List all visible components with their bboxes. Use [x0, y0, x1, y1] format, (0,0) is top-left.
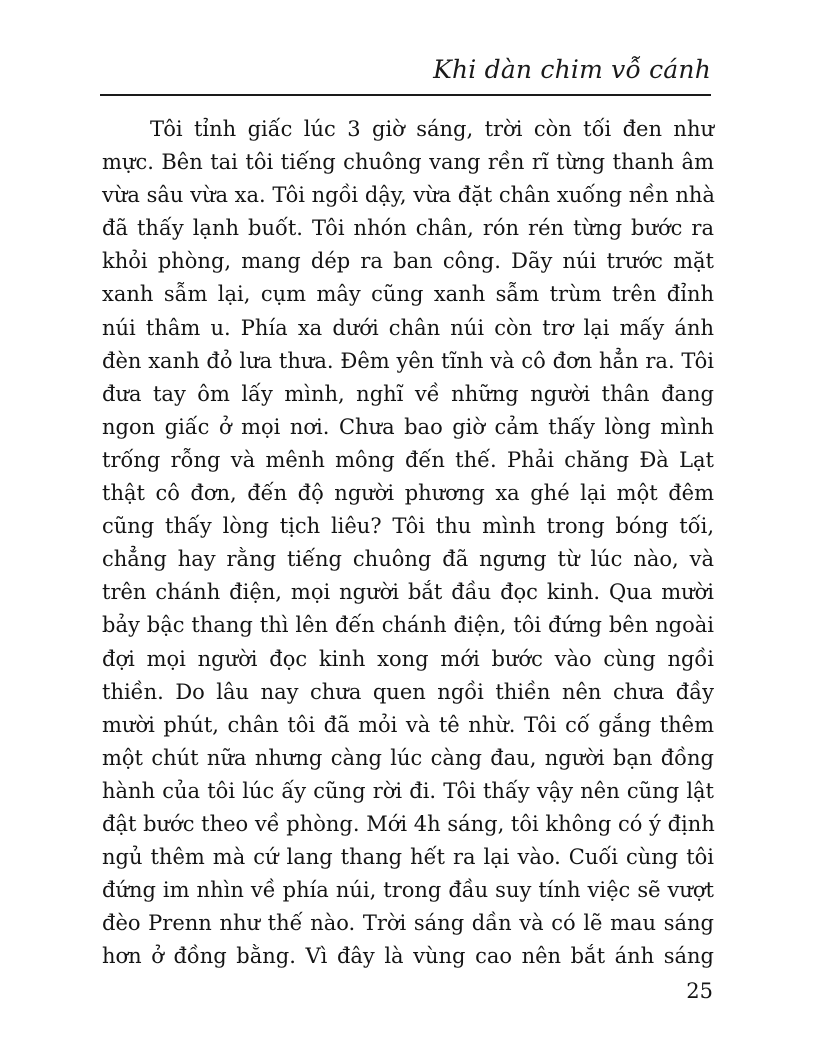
- text-line: đưa tay ôm lấy mình, nghĩ về những người thân đang: [102, 381, 714, 406]
- text-line: đèo Prenn như thế nào. Trời sáng dần và có lẽ mau sáng: [102, 911, 714, 936]
- text-line: mực. Bên tai tôi tiếng chuông vang rền rĩ từng thanh âm: [102, 150, 714, 175]
- header-divider: [100, 94, 711, 96]
- text-line: đã thấy lạnh buốt. Tôi nhón chân, rón rén từng bước ra: [102, 216, 714, 241]
- text-line: xanh sẫm lại, cụm mây cũng xanh sẫm trùm trên đỉnh: [102, 282, 714, 307]
- text-line: ngủ thêm mà cứ lang thang hết ra lại vào. Cuối cùng tôi: [102, 845, 714, 870]
- text-line: thật cô đơn, đến độ người phương xa ghé lại một đêm: [102, 481, 714, 506]
- text-line: cũng thấy lòng tịch liêu? Tôi thu mình trong bóng tối,: [102, 514, 714, 539]
- text-line: Tôi tỉnh giấc lúc 3 giờ sáng, trời còn tối đen như: [150, 117, 714, 141]
- text-line: một chút nữa nhưng càng lúc càng đau, người bạn đồng: [102, 745, 714, 770]
- text-line: đợi mọi người đọc kinh xong mới bước vào cùng ngồi: [102, 646, 714, 671]
- text-line: hành của tôi lúc ấy cũng rời đi. Tôi thấy vậy nên cũng lật: [102, 778, 714, 803]
- text-line: đật bước theo về phòng. Mới 4h sáng, tôi không có ý định: [102, 811, 715, 836]
- text-line: đèn xanh đỏ lưa thưa. Đêm yên tĩnh và cô đơn hẳn ra. Tôi: [102, 348, 714, 373]
- text-line: ngon giấc ở mọi nơi. Chưa bao giờ cảm thấy lòng mình: [102, 414, 714, 439]
- text-line: chẳng hay rằng tiếng chuông đã ngưng từ lúc nào, và: [102, 547, 714, 572]
- page-number: 25: [686, 979, 713, 1003]
- running-header-title: Khi dàn chim vỗ cánh: [433, 55, 711, 84]
- body-paragraph: [102, 113, 714, 973]
- text-line: vừa sâu vừa xa. Tôi ngồi dậy, vừa đặt chân xuống nền nhà: [102, 183, 715, 208]
- text-line: thiền. Do lâu nay chưa quen ngồi thiền nên chưa đầy: [102, 679, 714, 704]
- text-line: trên chánh điện, mọi người bắt đầu đọc kinh. Qua mười: [102, 580, 714, 605]
- text-line: bảy bậc thang thì lên đến chánh điện, tôi đứng bên ngoài: [102, 613, 714, 638]
- text-line: núi thâm u. Phía xa dưới chân núi còn trơ lại mấy ánh: [102, 315, 714, 340]
- text-line: trống rỗng và mênh mông đến thế. Phải chăng Đà Lạt: [102, 447, 714, 472]
- text-line: đứng im nhìn về phía núi, trong đầu suy tính việc sẽ vượt: [102, 878, 714, 903]
- text-line: mười phút, chân tôi đã mỏi và tê nhừ. Tôi cố gắng thêm: [102, 712, 714, 737]
- text-line: hơn ở đồng bằng. Vì đây là vùng cao nên bắt ánh sáng: [102, 944, 714, 969]
- text-line: khỏi phòng, mang dép ra ban công. Dãy núi trước mặt: [102, 249, 714, 274]
